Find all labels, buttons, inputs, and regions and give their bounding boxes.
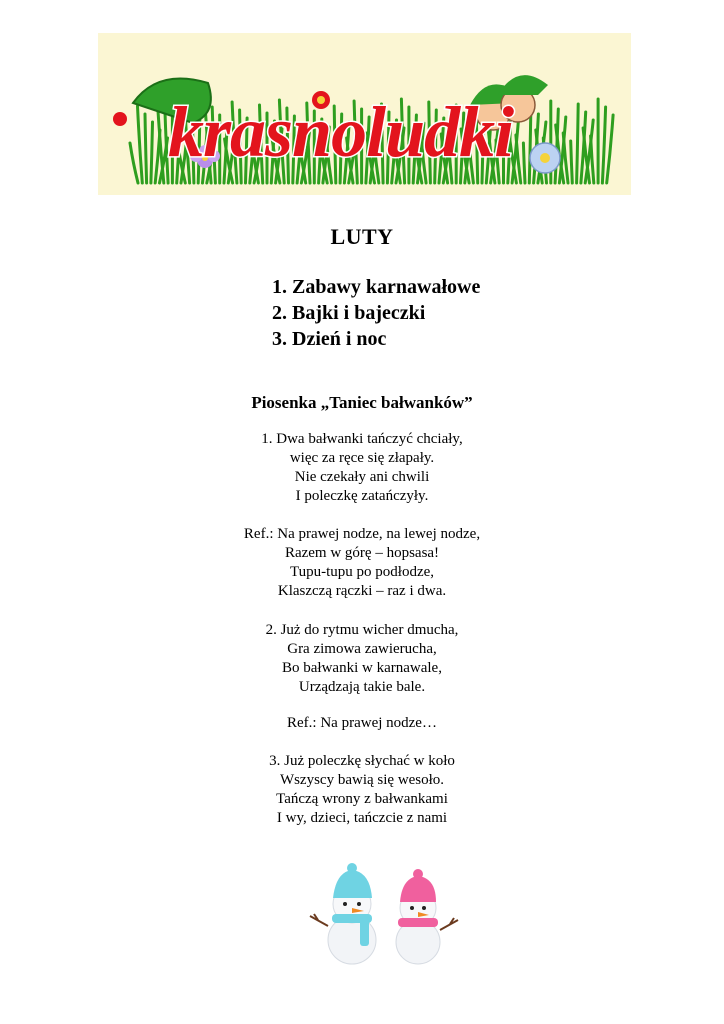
lyric-line: Razem w górę – hopsasa! (284, 545, 440, 561)
stanza-2 (0, 621, 724, 697)
lyric-line: Ref.: Na prawej nodze, na lewej nodze, (243, 526, 481, 542)
topic-item: 1. Zabawy karnawałowe (272, 276, 481, 298)
krasnoludki-logo-image (98, 33, 631, 195)
grass-blade (145, 114, 147, 183)
lyric-line: 3. Już poleczkę słychać w koło (269, 753, 455, 769)
lyric-line: Gra zimowa zawierucha, (287, 641, 437, 657)
lyric-line: I wy, dzieci, tańczcie z nami (276, 810, 448, 826)
grass-blade (591, 136, 594, 183)
topic-item: 3. Dzień i noc (272, 328, 387, 350)
lyric-line: więc za ręce się złapały. (289, 450, 435, 466)
lyric-line: Klaszczą rączki – raz i dwa. (277, 583, 447, 599)
refrain (0, 525, 724, 601)
flower-icon (530, 143, 560, 173)
lyric-line: Ref.: Na prawej nodze… (287, 715, 437, 731)
lyric-line: Tańczą wrony z bałwankami (276, 791, 448, 807)
lyric-line: Urządzają takie bale. (298, 679, 426, 695)
lyric-line: I poleczkę zatańczyły. (295, 488, 429, 504)
lyric-line: Tupu-tupu po podłodze, (289, 564, 435, 580)
grass-blade (607, 115, 613, 183)
grass-blade (151, 122, 153, 183)
stanza-3 (0, 752, 724, 828)
grass-blade (130, 143, 138, 183)
grass-blade (571, 141, 573, 183)
song-title: Piosenka „Taniec bałwanków” (251, 393, 473, 412)
grass-blade (577, 104, 579, 183)
refrain-short (0, 714, 724, 733)
grass-blade (602, 107, 605, 183)
lyric-line: 2. Już do rytmu wicher dmucha, (265, 622, 459, 638)
grass-blade (138, 106, 143, 183)
krasnoludki-logo-banner (98, 33, 631, 195)
topics-list (272, 274, 480, 352)
lyric-line: Wszyscy bawią się wesoło. (279, 772, 445, 788)
topic-item: 2. Bajki i bajeczki (272, 302, 426, 324)
lyric-line: Bo bałwanki w karnawale, (282, 660, 442, 676)
lyric-line: 1. Dwa bałwanki tańczyć chciały, (261, 431, 463, 447)
snowman-pink (396, 869, 458, 964)
stanza-1 (0, 430, 724, 506)
grass-blade (523, 143, 525, 183)
month-heading: LUTY (330, 224, 394, 249)
snowmen-illustration (290, 858, 480, 968)
lyric-line: Nie czekały ani chwili (294, 469, 430, 485)
logo-lettering: krasnoludki (168, 92, 514, 172)
snowman-blue (310, 863, 376, 964)
